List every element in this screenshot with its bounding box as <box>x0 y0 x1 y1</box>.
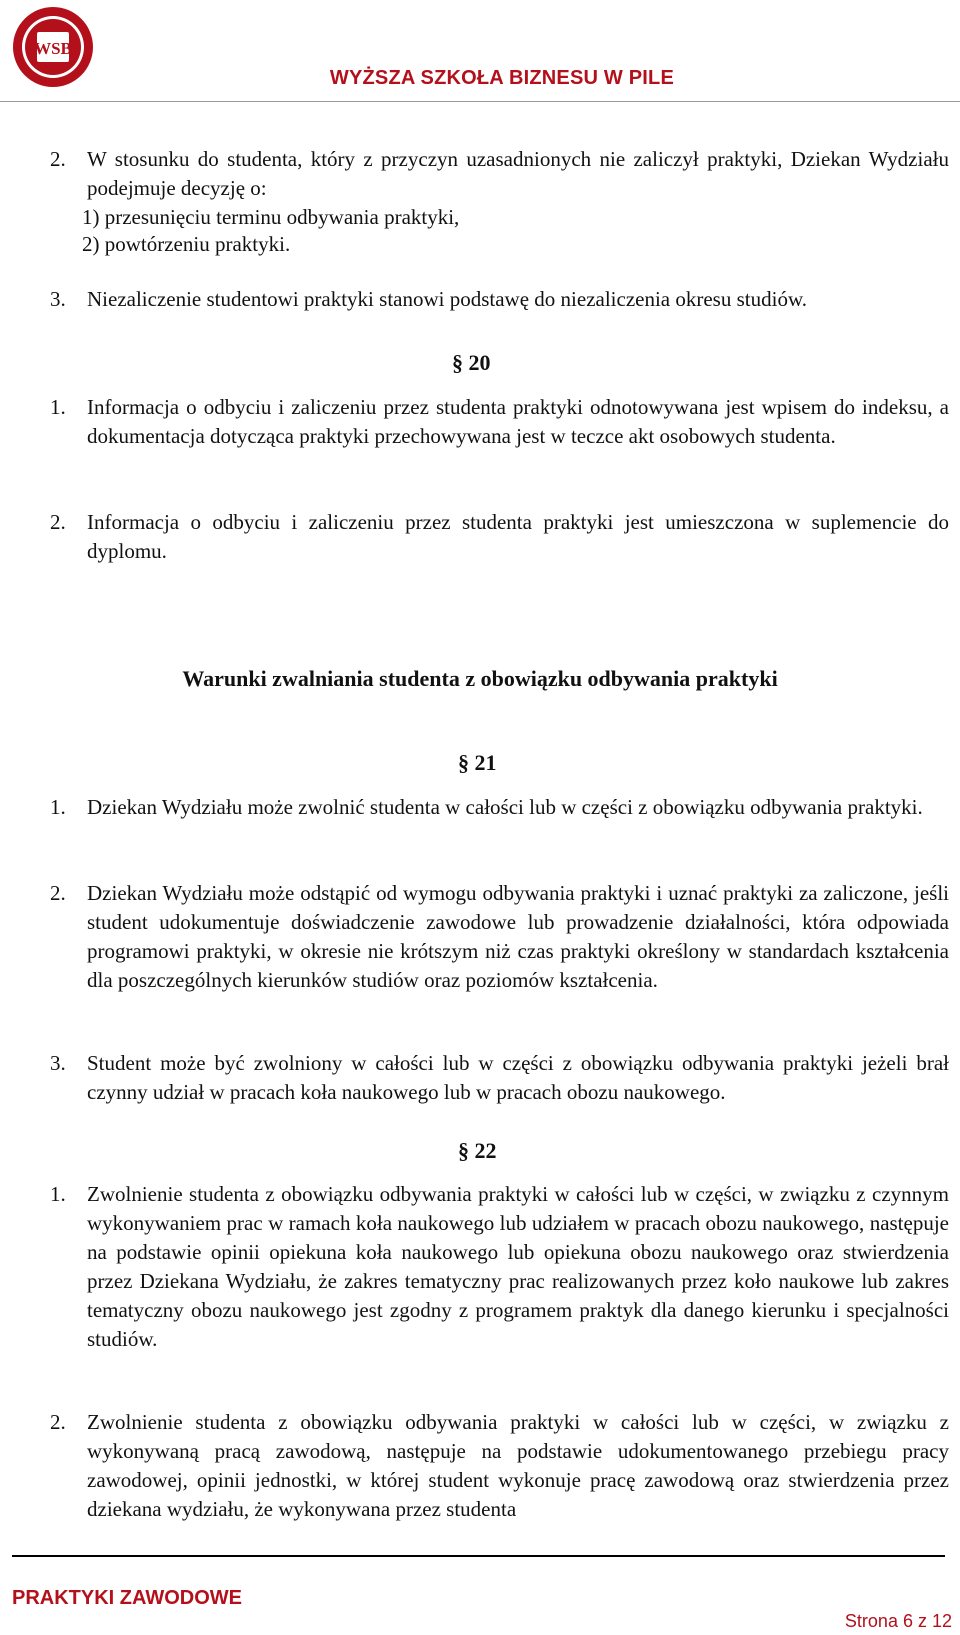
paragraph-text: Student może być zwolniony w całości lub w części z obowiązku odbywania praktyki jeżeli brał czynny udział w pracach koła naukowego lub w pracach obozu naukowego. <box>87 1051 949 1104</box>
list-item-2: 2) powtórzeniu praktyki. <box>82 232 291 256</box>
paragraph-text: Dziekan Wydziału może zwolnić studenta w całości lub w części z obowiązku odbywania praktyki. <box>87 795 923 819</box>
paragraph-number: 1. <box>50 1182 66 1206</box>
paragraph-number: 1. <box>50 395 66 419</box>
section-22-heading: § 22 <box>458 1138 497 1163</box>
paragraph-19-2 <box>50 145 949 203</box>
section-20-heading: § 20 <box>452 350 491 375</box>
university-seal-logo <box>12 6 94 88</box>
paragraph-number: 2. <box>50 510 66 534</box>
footer-divider <box>12 1555 945 1557</box>
paragraph-number: 3. <box>50 287 66 311</box>
paragraph-number: 1. <box>50 795 66 819</box>
header-title: WYŻSZA SZKOŁA BIZNESU W PILE <box>329 67 674 89</box>
section-21-heading: § 21 <box>458 750 497 775</box>
paragraph-text: Informacja o odbyciu i zaliczeniu przez studenta praktyki odnotowywana jest wpisem do indeksu, a dokumentacja dotycząca praktyki przechowywana jest w teczce akt osobowych studenta. <box>87 395 949 448</box>
paragraph-number: 2. <box>50 147 66 171</box>
page-header <box>0 0 960 104</box>
paragraph-21-3 <box>50 1049 949 1107</box>
paragraph-19-3 <box>50 285 949 314</box>
list-item-1: 1) przesunięciu terminu odbywania praktyki, <box>82 205 460 229</box>
paragraph-text: Dziekan Wydziału może odstąpić od wymogu odbywania praktyki i uznać praktyki za zaliczone, jeśli student udokumentuje doświadczenie zawodowe lub prowadzenie działalności, która odpowiada programowi praktyki, w okresie nie krótszym niż czas praktyki określony w standardach kształcenia dla poszczególnych kierunków studiów oraz poziomów kształcenia. <box>87 881 949 992</box>
paragraph-text: Informacja o odbyciu i zaliczeniu przez studenta praktyki jest umieszczona w suplemencie do dyplomu. <box>87 510 949 563</box>
footer-document-title: PRAKTYKI ZAWODOWE <box>12 1587 242 1609</box>
paragraph-text: Zwolnienie studenta z obowiązku odbywania praktyki w całości lub w części, w związku z wykonywaną pracą zawodową, następuje na podstawie udokumentowanego przebiegu pracy zawodowej, opinii jednostki, w której student wykonuje pracę zawodową oraz stwierdzenia przez dziekana wydziału, że wykonywana przez studenta <box>87 1410 949 1521</box>
paragraph-22-1 <box>50 1180 949 1354</box>
section-heading: Warunki zwalniania studenta z obowiązku odbywania praktyki <box>182 666 778 691</box>
paragraph-21-2 <box>50 879 949 995</box>
paragraph-20-1 <box>50 393 949 451</box>
paragraph-text: Zwolnienie studenta z obowiązku odbywania praktyki w całości lub w części, w związku z czynnym wykonywaniem prac w ramach koła naukowego lub udziałem w pracach obozu naukowego, następuje na podstawie opinii opiekuna koła naukowego lub opiekuna obozu naukowego oraz stwierdzenia przez Dziekana Wydziału, że zakres tematyczny prac realizowanych przez koło naukowe lub zakres tematyczny obozu naukowego jest zgodny z programem praktyk dla danego kierunku i specjalności studiów. <box>87 1182 949 1351</box>
svg-text:WSB: WSB <box>34 39 72 58</box>
paragraph-number: 3. <box>50 1051 66 1075</box>
paragraph-number: 2. <box>50 1410 66 1434</box>
page-number: Strona 6 z 12 <box>844 1611 952 1631</box>
paragraph-21-1 <box>50 793 949 822</box>
paragraph-text: Niezaliczenie studentowi praktyki stanowi podstawę do niezaliczenia okresu studiów. <box>87 287 807 311</box>
paragraph-text: W stosunku do studenta, który z przyczyn uzasadnionych nie zaliczył praktyki, Dziekan Wydziału podejmuje decyzję o: <box>87 147 949 200</box>
paragraph-20-2 <box>50 508 949 566</box>
header-divider <box>0 101 960 102</box>
paragraph-number: 2. <box>50 881 66 905</box>
paragraph-22-2 <box>50 1408 949 1524</box>
